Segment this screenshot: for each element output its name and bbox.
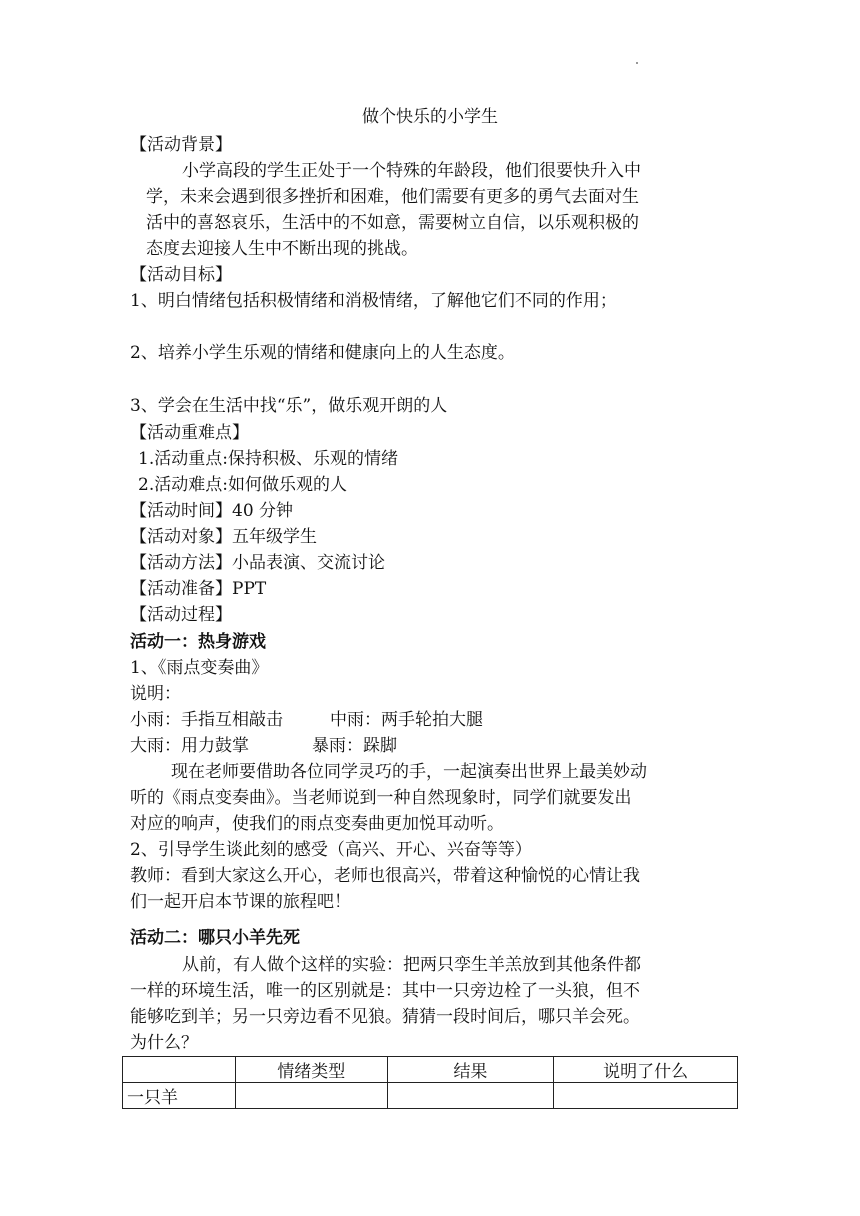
prep-line: 【活动准备】PPT: [130, 579, 267, 599]
background-line-3: 活中的喜怒哀乐，生活中的不如意，需要树立自信，以乐观积极的: [146, 213, 639, 233]
goal-2: 2、培养小学生乐观的情绪和健康向上的人生态度。: [130, 343, 515, 363]
rain-small: 小雨：手指互相敲击: [130, 710, 283, 730]
rain-storm: 暴雨：跺脚: [312, 736, 397, 756]
background-heading: 【活动背景】: [130, 135, 232, 155]
activity2-para-line-4: 为什么？: [130, 1033, 198, 1053]
activity2-heading: 活动二：哪只小羊先死: [130, 928, 300, 948]
table-row: [123, 1083, 738, 1109]
target-line: 【活动对象】五年级学生: [130, 527, 317, 547]
rain-big: 大雨：用力鼓掌: [130, 736, 249, 756]
table-cell: [387, 1083, 554, 1109]
key-heading: 【活动重难点】: [130, 423, 249, 443]
goal-1: 1、明白情绪包括积极情绪和消极情绪，了解他它们不同的作用；: [130, 291, 617, 311]
activity1-item2: 2、引导学生谈此刻的感受（高兴、开心、兴奋等等）: [130, 840, 532, 860]
activity1-para-line-2: 听的《雨点变奏曲》。当老师说到一种自然现象时，同学们就要发出: [130, 788, 632, 808]
table-header-cell: 结果: [387, 1057, 554, 1083]
process-heading: 【活动过程】: [130, 605, 232, 625]
key-point-2: 2.活动难点:如何做乐观的人: [138, 475, 347, 495]
table-cell: [235, 1083, 387, 1109]
goal-3: 3、学会在生活中找“乐”，做乐观开朗的人: [130, 396, 448, 416]
teacher-line-1: 教师：看到大家这么开心，老师也很高兴，带着这种愉悦的心情让我: [130, 866, 640, 886]
background-line-4: 态度去迎接人生中不断出现的挑战。: [146, 239, 418, 259]
table-header-row: [123, 1057, 738, 1083]
goal-heading: 【活动目标】: [130, 265, 232, 285]
table-header-cell: [123, 1057, 236, 1083]
document-title: 做个快乐的小学生: [362, 107, 498, 127]
table-cell: [554, 1083, 738, 1109]
activity1-item1: 1、《雨点变奏曲》: [130, 658, 269, 678]
table-header-cell: 说明了什么: [554, 1057, 738, 1083]
teacher-line-2: 们一起开启本节课的旅程吧！: [130, 892, 351, 912]
activity1-para-line-3: 对应的响声，使我们的雨点变奏曲更加悦耳动听。: [130, 814, 504, 834]
activity1-para-line-1: 现在老师要借助各位同学灵巧的手，一起演奏出世界上最美妙动: [171, 762, 647, 782]
decorative-dot: [636, 62, 638, 64]
activity2-para-line-3: 能够吃到羊；另一只旁边看不见狼。猜猜一段时间后，哪只羊会死。: [130, 1007, 640, 1027]
background-line-2: 学，未来会遇到很多挫折和困难，他们需要有更多的勇气去面对生: [146, 187, 639, 207]
rain-medium: 中雨：两手轮拍大腿: [330, 710, 483, 730]
method-line: 【活动方法】小品表演、交流讨论: [130, 553, 385, 573]
key-point-1: 1.活动重点:保持积极、乐观的情绪: [138, 449, 398, 469]
table-cell: 一只羊: [123, 1083, 236, 1109]
table-header-cell: 情绪类型: [235, 1057, 387, 1083]
activity2-para-line-1: 从前，有人做个这样的实验：把两只孪生羊羔放到其他条件都: [182, 955, 641, 975]
activity1-note: 说明：: [130, 684, 181, 704]
activity1-heading: 活动一：热身游戏: [130, 632, 266, 652]
emotion-table: [122, 1056, 738, 1109]
time-line: 【活动时间】40 分钟: [130, 501, 294, 521]
background-line-1: 小学高段的学生正处于一个特殊的年龄段，他们很要快升入中: [182, 161, 641, 181]
activity2-para-line-2: 一样的环境生活，唯一的区别就是：其中一只旁边栓了一头狼，但不: [130, 981, 640, 1001]
